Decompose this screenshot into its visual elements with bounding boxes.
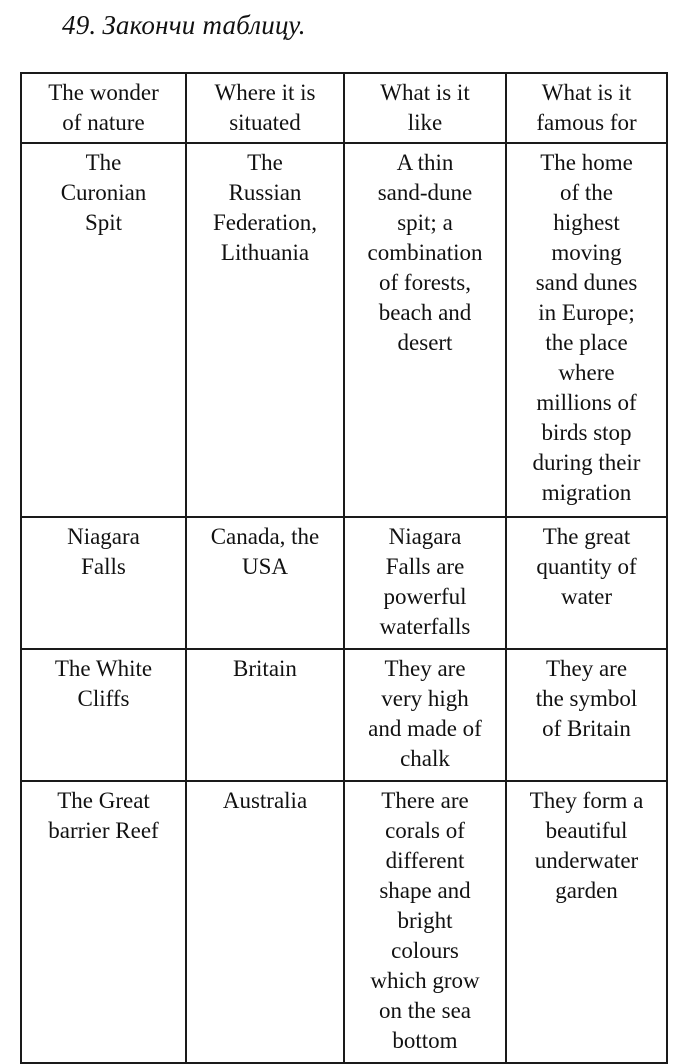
wonders-of-nature-table xyxy=(20,72,668,1064)
header-famous-for: What is it famous for xyxy=(506,73,667,143)
cell-famous-for: The home of the highest moving sand dunes in Europe; the place where millions of birds stop during their migration xyxy=(506,143,667,517)
cell-location: Britain xyxy=(186,649,344,781)
cell-wonder: The White Cliffs xyxy=(21,649,186,781)
cell-famous-for: The great quantity of water xyxy=(506,517,667,649)
cell-location: Canada, the USA xyxy=(186,517,344,649)
header-what-is-it-like: What is it like xyxy=(344,73,506,143)
table-row xyxy=(21,517,667,649)
cell-description: Niagara Falls are powerful waterfalls xyxy=(344,517,506,649)
cell-description: There are corals of different shape and bright colours which grow on the sea bottom xyxy=(344,781,506,1063)
cell-wonder: Niagara Falls xyxy=(21,517,186,649)
exercise-heading xyxy=(62,10,306,41)
table-row xyxy=(21,143,667,517)
cell-location: Australia xyxy=(186,781,344,1063)
cell-famous-for: They form a beautiful underwater garden xyxy=(506,781,667,1063)
cell-wonder: The Curonian Spit xyxy=(21,143,186,517)
exercise-instruction: Закончи таблицу. xyxy=(102,10,306,40)
cell-location: The Russian Federation, Lithuania xyxy=(186,143,344,517)
cell-description: A thin sand-dune spit; a combination of forests, beach and desert xyxy=(344,143,506,517)
exercise-number: 49. xyxy=(62,10,97,40)
table-row xyxy=(21,781,667,1063)
table-row xyxy=(21,649,667,781)
cell-description: They are very high and made of chalk xyxy=(344,649,506,781)
header-wonder-of-nature: The wonder of nature xyxy=(21,73,186,143)
header-where-situated: Where it is situated xyxy=(186,73,344,143)
cell-famous-for: They are the symbol of Britain xyxy=(506,649,667,781)
table-header-row xyxy=(21,73,667,143)
cell-wonder: The Great barrier Reef xyxy=(21,781,186,1063)
